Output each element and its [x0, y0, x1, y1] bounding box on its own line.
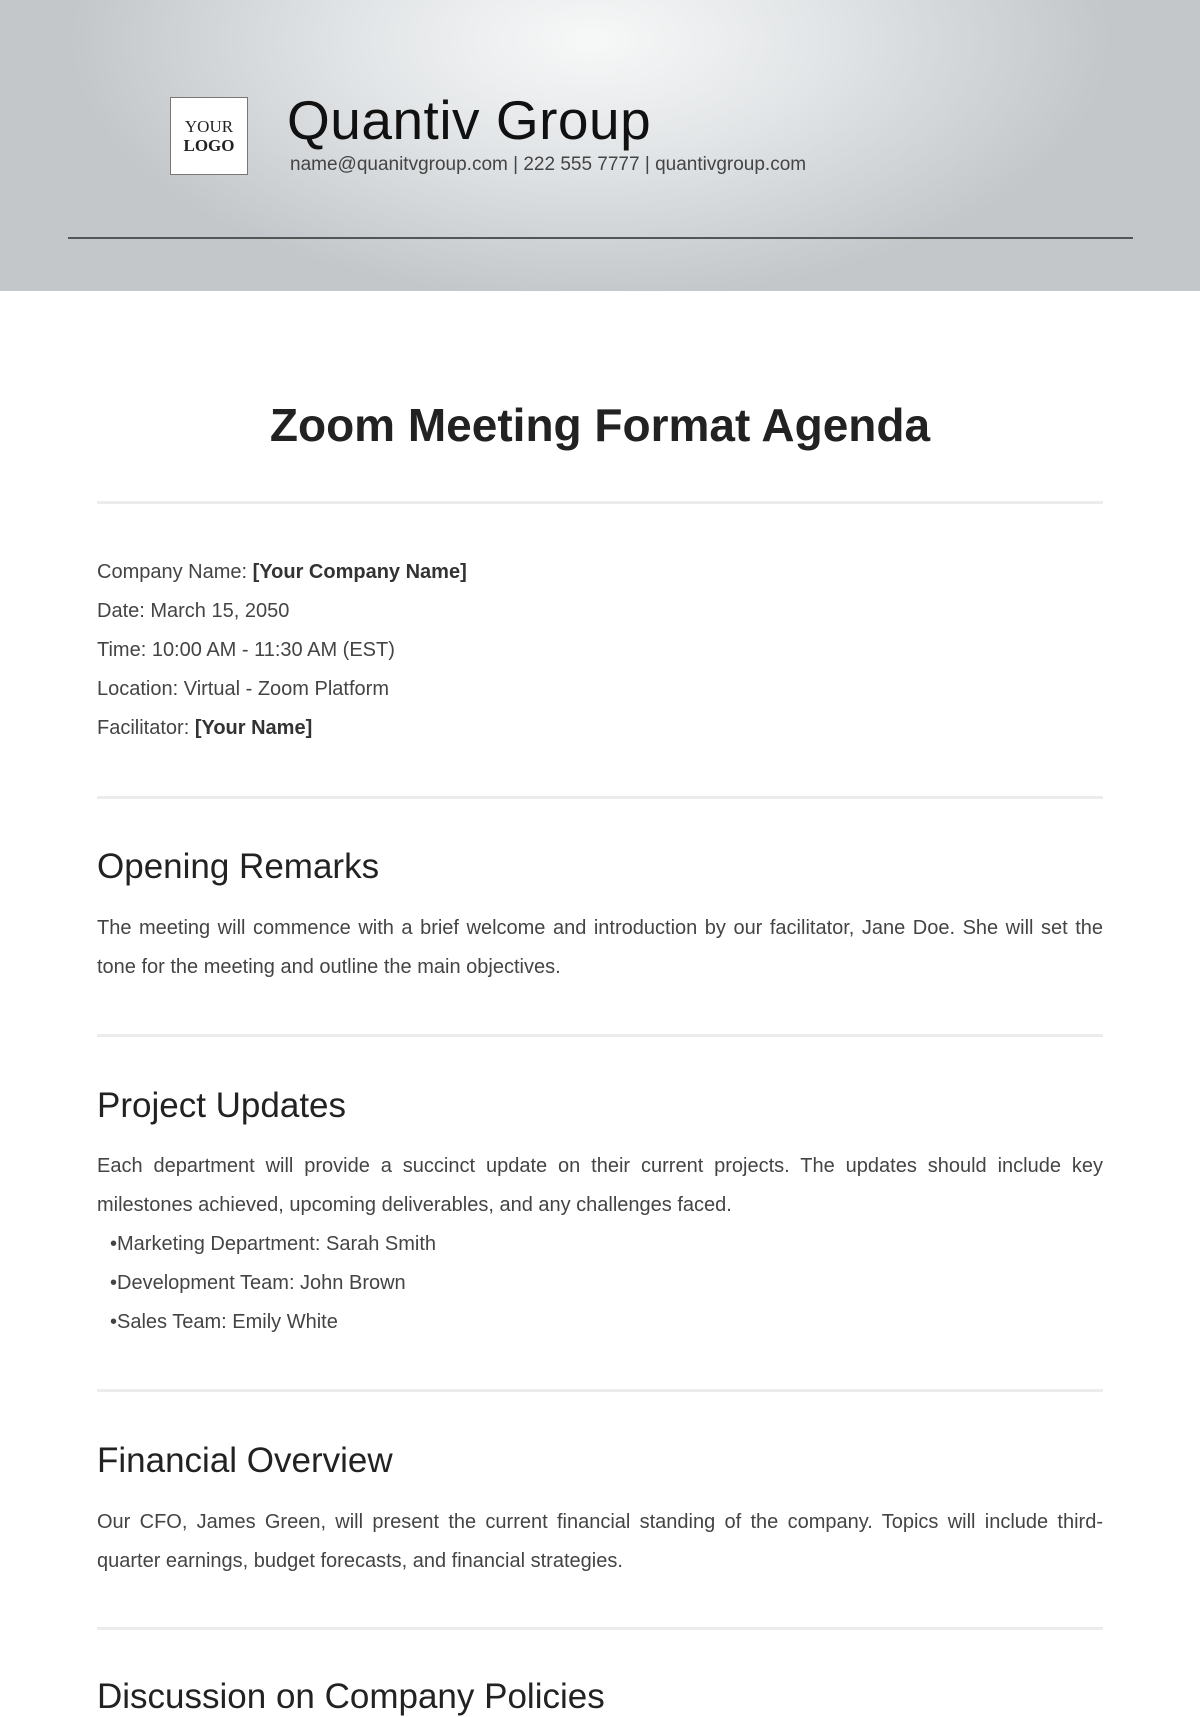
info-time: Time: 10:00 AM - 11:30 AM (EST): [97, 639, 395, 661]
company-name: Quantiv Group: [287, 89, 652, 151]
contact-info: name@quanitvgroup.com | 222 555 7777 | quantivgroup.com: [290, 154, 807, 175]
divider: [97, 501, 1103, 504]
info-date: Date: March 15, 2050: [97, 600, 290, 622]
info-label: Facilitator:: [97, 717, 195, 739]
section-text: Our CFO, James Green, will present the current financial standing of the company. Topics will include third-quarter earnings, budget forecasts, and financial strategies.: [97, 1511, 1103, 1572]
info-location: Location: Virtual - Zoom Platform: [97, 678, 389, 700]
info-company: [97, 561, 467, 584]
divider: [97, 1034, 1103, 1037]
divider: [97, 1627, 1103, 1630]
section-text: The meeting will commence with a brief welcome and introduction by our facilitator, Jane Doe. She will set the tone for the meeting and outline the main objectives.: [97, 917, 1103, 978]
list-item: •Development Team: John Brown: [110, 1272, 406, 1294]
section-text: Each department will provide a succinct update on their current projects. The updates should include key milestones achieved, upcoming deliverables, and any challenges faced.: [97, 1155, 1103, 1216]
list-item: •Sales Team: Emily White: [110, 1311, 338, 1333]
letterhead: [0, 0, 1200, 291]
info-facilitator: [97, 717, 312, 740]
section-heading: Discussion on Company Policies: [97, 1677, 605, 1716]
logo-text-line1: YOUR: [184, 117, 234, 136]
logo-placeholder: [170, 97, 248, 175]
divider: [97, 796, 1103, 799]
info-value: [Your Company Name]: [252, 561, 467, 583]
info-label: Company Name:: [97, 561, 253, 583]
info-value: [Your Name]: [194, 717, 313, 739]
section-heading: Project Updates: [97, 1086, 347, 1125]
logo-text-line2: LOGO: [183, 136, 235, 155]
list-item: •Marketing Department: Sarah Smith: [110, 1233, 437, 1255]
header-rule: [68, 237, 1133, 239]
document-title: Zoom Meeting Format Agenda: [269, 399, 931, 451]
section-heading: Financial Overview: [97, 1441, 393, 1480]
section-heading: Opening Remarks: [97, 847, 380, 886]
divider: [97, 1389, 1103, 1392]
